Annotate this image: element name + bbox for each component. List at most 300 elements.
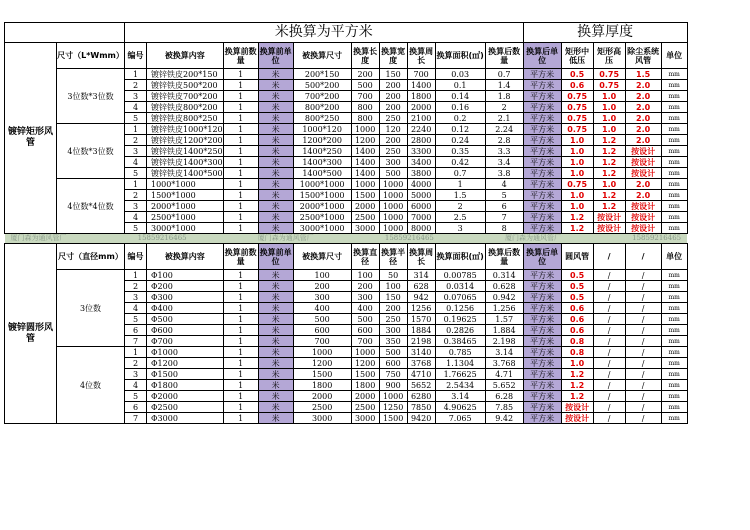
unit-after: 平方米 bbox=[523, 157, 561, 168]
qty-before: 1 bbox=[223, 380, 258, 391]
unit-before: 米 bbox=[258, 124, 293, 135]
row-number: 4 bbox=[125, 303, 147, 314]
dim-a: 3000 bbox=[351, 223, 379, 234]
thickness-1: 1.2 bbox=[561, 223, 593, 234]
unit-after: 平方米 bbox=[523, 168, 561, 179]
thickness-3: 2.0 bbox=[625, 102, 661, 113]
qty-after-header: 换算后数量 bbox=[485, 244, 523, 270]
unit: mm bbox=[661, 102, 687, 113]
perimeter: 7850 bbox=[407, 402, 435, 413]
dim-b: 200 bbox=[379, 102, 407, 113]
dim-b: 300 bbox=[379, 325, 407, 336]
thickness-3: / bbox=[625, 413, 661, 424]
thickness-3: / bbox=[625, 347, 661, 358]
dim-b: 900 bbox=[379, 380, 407, 391]
qty-after: 5 bbox=[485, 190, 523, 201]
size-after: 600 bbox=[293, 325, 351, 336]
dim-b: 300 bbox=[379, 157, 407, 168]
unit: mm bbox=[661, 325, 687, 336]
perimeter: 3300 bbox=[407, 146, 435, 157]
thickness-1: 0.5 bbox=[561, 69, 593, 80]
dim-b: 1000 bbox=[379, 190, 407, 201]
thickness-2: 1.2 bbox=[593, 190, 625, 201]
thickness-2: / bbox=[593, 413, 625, 424]
unit: mm bbox=[661, 402, 687, 413]
blank-b-header: / bbox=[625, 244, 661, 270]
dim-b: 200 bbox=[379, 135, 407, 146]
row-number: 2 bbox=[125, 358, 147, 369]
qty-before: 1 bbox=[223, 80, 258, 91]
thickness-1: 0.6 bbox=[561, 80, 593, 91]
qty-before: 1 bbox=[223, 358, 258, 369]
qty-after: 0.628 bbox=[485, 281, 523, 292]
dim-a: 400 bbox=[351, 303, 379, 314]
converted-item: 1000*1000 bbox=[147, 179, 224, 190]
converted-item: Φ600 bbox=[147, 325, 224, 336]
qty-before: 1 bbox=[223, 223, 258, 234]
row-number: 6 bbox=[125, 402, 147, 413]
unit: mm bbox=[661, 80, 687, 91]
perimeter: 3400 bbox=[407, 157, 435, 168]
area: 0.03 bbox=[435, 69, 485, 80]
thickness-1: 0.6 bbox=[561, 314, 593, 325]
unit: mm bbox=[661, 413, 687, 424]
perimeter: 2000 bbox=[407, 102, 435, 113]
converted-item: 1500*1000 bbox=[147, 190, 224, 201]
perimeter: 3800 bbox=[407, 168, 435, 179]
thickness-2: 1.0 bbox=[593, 91, 625, 102]
area: 1.76625 bbox=[435, 369, 485, 380]
perimeter: 4000 bbox=[407, 179, 435, 190]
unit-before: 米 bbox=[258, 402, 293, 413]
unit-after: 平方米 bbox=[523, 270, 561, 281]
size-after: 700 bbox=[293, 336, 351, 347]
qty-after: 9.42 bbox=[485, 413, 523, 424]
thickness-2: / bbox=[593, 358, 625, 369]
thickness-2: 1.0 bbox=[593, 179, 625, 190]
qty-before: 1 bbox=[223, 212, 258, 223]
converted-item: 镀锌铁皮1200*200 bbox=[147, 135, 224, 146]
unit-before: 米 bbox=[258, 303, 293, 314]
blank-a-header: / bbox=[593, 244, 625, 270]
qty-after: 1.256 bbox=[485, 303, 523, 314]
qty-after: 3.14 bbox=[485, 347, 523, 358]
row-number: 1 bbox=[125, 179, 147, 190]
converted-item: Φ300 bbox=[147, 292, 224, 303]
row-number: 4 bbox=[125, 380, 147, 391]
dim-a: 1400 bbox=[351, 168, 379, 179]
thickness-3: 2.0 bbox=[625, 190, 661, 201]
group-label: 4位数*3位数 bbox=[57, 124, 125, 179]
watermark-text: 15859216465 bbox=[632, 234, 682, 242]
row-number: 3 bbox=[125, 201, 147, 212]
dim-b: 150 bbox=[379, 69, 407, 80]
row-number: 6 bbox=[125, 325, 147, 336]
size-after: 500*200 bbox=[293, 80, 351, 91]
unit-before: 米 bbox=[258, 157, 293, 168]
qty-after: 1.4 bbox=[485, 80, 523, 91]
qty-after: 1.8 bbox=[485, 91, 523, 102]
size-after: 1000 bbox=[293, 347, 351, 358]
size-after: 1400*500 bbox=[293, 168, 351, 179]
unit-after: 平方米 bbox=[523, 380, 561, 391]
row-number: 1 bbox=[125, 347, 147, 358]
unit: mm bbox=[661, 212, 687, 223]
converted-item: Φ1000 bbox=[147, 347, 224, 358]
thickness-2: 1.2 bbox=[593, 201, 625, 212]
qty-after: 3.4 bbox=[485, 157, 523, 168]
dim-a: 600 bbox=[351, 325, 379, 336]
thickness-2: 0.75 bbox=[593, 80, 625, 91]
perimeter: 1570 bbox=[407, 314, 435, 325]
dim-b: 1250 bbox=[379, 402, 407, 413]
unit-after: 平方米 bbox=[523, 80, 561, 91]
unit-before: 米 bbox=[258, 69, 293, 80]
thickness-1: 0.5 bbox=[561, 281, 593, 292]
number-header: 编号 bbox=[125, 244, 147, 270]
thickness-2: 1.2 bbox=[593, 157, 625, 168]
unit-header: 单位 bbox=[661, 43, 687, 69]
qty-before: 1 bbox=[223, 347, 258, 358]
table-row bbox=[5, 347, 688, 358]
qty-after: 6 bbox=[485, 201, 523, 212]
unit-after: 平方米 bbox=[523, 91, 561, 102]
unit: mm bbox=[661, 179, 687, 190]
thickness-3: 按设计 bbox=[625, 157, 661, 168]
thickness-1: 1.0 bbox=[561, 157, 593, 168]
perimeter: 6280 bbox=[407, 391, 435, 402]
dim-a: 2000 bbox=[351, 391, 379, 402]
thickness-1: 0.8 bbox=[561, 336, 593, 347]
thickness-3: / bbox=[625, 303, 661, 314]
row-number: 3 bbox=[125, 146, 147, 157]
unit-before: 米 bbox=[258, 369, 293, 380]
size-after: 1200 bbox=[293, 358, 351, 369]
watermark-text: 厦门森为通风管厂 bbox=[257, 234, 314, 242]
dim-b: 1000 bbox=[379, 391, 407, 402]
dim-b: 50 bbox=[379, 270, 407, 281]
thickness-1: 0.75 bbox=[561, 179, 593, 190]
thickness-1: 1.0 bbox=[561, 146, 593, 157]
perimeter-header: 换算周长 bbox=[407, 244, 435, 270]
dim-a: 1500 bbox=[351, 369, 379, 380]
dim-a: 300 bbox=[351, 292, 379, 303]
unit-before: 米 bbox=[258, 358, 293, 369]
unit-after: 平方米 bbox=[523, 292, 561, 303]
unit-after: 平方米 bbox=[523, 402, 561, 413]
row-number: 5 bbox=[125, 113, 147, 124]
thickness-1: 按设计 bbox=[561, 402, 593, 413]
size-after: 2000*1000 bbox=[293, 201, 351, 212]
converted-item: Φ400 bbox=[147, 303, 224, 314]
thickness-3: 2.0 bbox=[625, 124, 661, 135]
row-number: 7 bbox=[125, 336, 147, 347]
size-after: 200 bbox=[293, 281, 351, 292]
qty-after: 4.71 bbox=[485, 369, 523, 380]
row-number: 2 bbox=[125, 80, 147, 91]
area: 0.24 bbox=[435, 135, 485, 146]
qty-after: 6.28 bbox=[485, 391, 523, 402]
converted-item: Φ3000 bbox=[147, 413, 224, 424]
perimeter: 9420 bbox=[407, 413, 435, 424]
watermark-text: 15859216465 bbox=[384, 234, 434, 242]
thickness-1: 0.6 bbox=[561, 325, 593, 336]
thickness-2: 按设计 bbox=[593, 223, 625, 234]
unit-before: 米 bbox=[258, 201, 293, 212]
qty-before: 1 bbox=[223, 292, 258, 303]
perimeter: 942 bbox=[407, 292, 435, 303]
unit-before: 米 bbox=[258, 223, 293, 234]
converted-item: Φ2000 bbox=[147, 391, 224, 402]
dim-b: 250 bbox=[379, 113, 407, 124]
unit-after: 平方米 bbox=[523, 314, 561, 325]
converted-item: 镀锌铁皮500*200 bbox=[147, 80, 224, 91]
thickness-2: 1.0 bbox=[593, 102, 625, 113]
thickness-3: 2.0 bbox=[625, 80, 661, 91]
perimeter: 8000 bbox=[407, 223, 435, 234]
converted-item: Φ2500 bbox=[147, 402, 224, 413]
area: 0.00785 bbox=[435, 270, 485, 281]
thickness-3: / bbox=[625, 270, 661, 281]
area: 0.38465 bbox=[435, 336, 485, 347]
qty-after: 2.24 bbox=[485, 124, 523, 135]
area-header: 换算面积(㎡) bbox=[435, 43, 485, 69]
unit-after: 平方米 bbox=[523, 179, 561, 190]
unit-after: 平方米 bbox=[523, 113, 561, 124]
qty-before: 1 bbox=[223, 113, 258, 124]
thickness-1: 1.0 bbox=[561, 135, 593, 146]
dim-b: 200 bbox=[379, 91, 407, 102]
thickness-1: 0.5 bbox=[561, 270, 593, 281]
area: 3 bbox=[435, 223, 485, 234]
size-after: 700*200 bbox=[293, 91, 351, 102]
row-number: 3 bbox=[125, 369, 147, 380]
unit: mm bbox=[661, 303, 687, 314]
area: 0.7 bbox=[435, 168, 485, 179]
watermark-text: 15859216465 bbox=[137, 234, 187, 242]
size-after: 800*250 bbox=[293, 113, 351, 124]
qty-after-header: 换算后数量 bbox=[485, 43, 523, 69]
row-number: 7 bbox=[125, 413, 147, 424]
qty-after: 0.7 bbox=[485, 69, 523, 80]
dim-a: 2000 bbox=[351, 201, 379, 212]
dim-a: 100 bbox=[351, 270, 379, 281]
table-row bbox=[5, 270, 688, 281]
thickness-1: 1.0 bbox=[561, 168, 593, 179]
unit-after: 平方米 bbox=[523, 347, 561, 358]
unit: mm bbox=[661, 369, 687, 380]
qty-after: 2 bbox=[485, 102, 523, 113]
unit: mm bbox=[661, 201, 687, 212]
dim-b: 200 bbox=[379, 80, 407, 91]
row-number: 5 bbox=[125, 391, 147, 402]
thickness-3: / bbox=[625, 336, 661, 347]
dim-a: 1000 bbox=[351, 347, 379, 358]
thickness-3: 2.0 bbox=[625, 135, 661, 146]
area: 1.1304 bbox=[435, 358, 485, 369]
dim-a: 1000 bbox=[351, 124, 379, 135]
dim-b: 250 bbox=[379, 146, 407, 157]
perimeter: 1400 bbox=[407, 80, 435, 91]
qty-before: 1 bbox=[223, 201, 258, 212]
thickness-2: / bbox=[593, 336, 625, 347]
size-header: 尺寸（L*Wmm） bbox=[57, 43, 125, 69]
thickness-3: / bbox=[625, 402, 661, 413]
thickness-3: / bbox=[625, 325, 661, 336]
dim-a: 200 bbox=[351, 281, 379, 292]
qty-after: 3.3 bbox=[485, 146, 523, 157]
thickness-1: 按设计 bbox=[561, 413, 593, 424]
size-after: 400 bbox=[293, 303, 351, 314]
converted-item: 镀锌铁皮700*200 bbox=[147, 91, 224, 102]
size-after: 3000 bbox=[293, 413, 351, 424]
area: 4.90625 bbox=[435, 402, 485, 413]
area: 0.1 bbox=[435, 80, 485, 91]
area: 0.07065 bbox=[435, 292, 485, 303]
dim-b: 350 bbox=[379, 336, 407, 347]
dim-b: 1000 bbox=[379, 223, 407, 234]
converted-item: 2500*1000 bbox=[147, 212, 224, 223]
row-number: 5 bbox=[125, 223, 147, 234]
unit-after: 平方米 bbox=[523, 102, 561, 113]
thickness-1: 0.5 bbox=[561, 292, 593, 303]
dim-a: 1000 bbox=[351, 179, 379, 190]
area: 3.14 bbox=[435, 391, 485, 402]
row-number: 1 bbox=[125, 124, 147, 135]
unit: mm bbox=[661, 146, 687, 157]
thickness-1: 1.2 bbox=[561, 391, 593, 402]
converted-item: 2000*1000 bbox=[147, 201, 224, 212]
qty-after: 2.1 bbox=[485, 113, 523, 124]
qty-after: 4 bbox=[485, 179, 523, 190]
dim-a: 1400 bbox=[351, 146, 379, 157]
unit-before: 米 bbox=[258, 347, 293, 358]
table-row bbox=[5, 69, 688, 80]
converted-item: 镀锌铁皮1400*300 bbox=[147, 157, 224, 168]
unit-before: 米 bbox=[258, 380, 293, 391]
dim-a: 1200 bbox=[351, 135, 379, 146]
unit-before-header: 换算前单位 bbox=[258, 43, 293, 69]
unit-before: 米 bbox=[258, 314, 293, 325]
unit-before: 米 bbox=[258, 325, 293, 336]
thickness-2: / bbox=[593, 325, 625, 336]
converted-item: Φ100 bbox=[147, 270, 224, 281]
thickness-1: 1.2 bbox=[561, 212, 593, 223]
size-after: 1500*1000 bbox=[293, 190, 351, 201]
unit: mm bbox=[661, 113, 687, 124]
unit-after: 平方米 bbox=[523, 190, 561, 201]
unit-before: 米 bbox=[258, 292, 293, 303]
dim-b: 1500 bbox=[379, 413, 407, 424]
perimeter: 628 bbox=[407, 281, 435, 292]
thickness-2: 1.2 bbox=[593, 135, 625, 146]
qty-after: 0.942 bbox=[485, 292, 523, 303]
perimeter: 2198 bbox=[407, 336, 435, 347]
thickness-2: / bbox=[593, 314, 625, 325]
area: 0.12 bbox=[435, 124, 485, 135]
qty-after: 3.8 bbox=[485, 168, 523, 179]
dim-a: 2500 bbox=[351, 402, 379, 413]
unit-after: 平方米 bbox=[523, 124, 561, 135]
unit-after: 平方米 bbox=[523, 135, 561, 146]
unit: mm bbox=[661, 190, 687, 201]
length-header: 换算长度 bbox=[351, 43, 379, 69]
perimeter: 4710 bbox=[407, 369, 435, 380]
row-number: 3 bbox=[125, 91, 147, 102]
unit-before: 米 bbox=[258, 91, 293, 102]
qty-after: 1.57 bbox=[485, 314, 523, 325]
unit: mm bbox=[661, 314, 687, 325]
thickness-2: / bbox=[593, 391, 625, 402]
row-number: 1 bbox=[125, 270, 147, 281]
perimeter: 700 bbox=[407, 69, 435, 80]
table-row bbox=[5, 124, 688, 135]
unit: mm bbox=[661, 358, 687, 369]
thickness-3: / bbox=[625, 292, 661, 303]
perimeter: 6000 bbox=[407, 201, 435, 212]
thickness-2: / bbox=[593, 292, 625, 303]
converted-item: Φ200 bbox=[147, 281, 224, 292]
thickness-1: 0.75 bbox=[561, 124, 593, 135]
qty-before: 1 bbox=[223, 102, 258, 113]
row-number: 2 bbox=[125, 190, 147, 201]
qty-before: 1 bbox=[223, 303, 258, 314]
thickness-3: 按设计 bbox=[625, 201, 661, 212]
thickness-2: 1.2 bbox=[593, 168, 625, 179]
dim-a: 1200 bbox=[351, 358, 379, 369]
area: 0.42 bbox=[435, 157, 485, 168]
perimeter: 7000 bbox=[407, 212, 435, 223]
dim-a: 2500 bbox=[351, 212, 379, 223]
area: 0.2826 bbox=[435, 325, 485, 336]
thickness-2: / bbox=[593, 347, 625, 358]
unit: mm bbox=[661, 69, 687, 80]
thickness-2: / bbox=[593, 369, 625, 380]
thickness-2: 1.0 bbox=[593, 113, 625, 124]
unit-before-header: 换算前单位 bbox=[258, 244, 293, 270]
row-number: 4 bbox=[125, 212, 147, 223]
title-conversion: 米换算为平方米 bbox=[125, 23, 524, 43]
size-after: 2500*1000 bbox=[293, 212, 351, 223]
dim-a: 3000 bbox=[351, 413, 379, 424]
unit: mm bbox=[661, 270, 687, 281]
unit-after: 平方米 bbox=[523, 336, 561, 347]
qty-after: 1.884 bbox=[485, 325, 523, 336]
width-header: 换算宽度 bbox=[379, 43, 407, 69]
unit: mm bbox=[661, 281, 687, 292]
group-label: 4位数*4位数 bbox=[57, 179, 125, 234]
size-after: 200*150 bbox=[293, 69, 351, 80]
unit-before: 米 bbox=[258, 391, 293, 402]
size-after: 1500 bbox=[293, 369, 351, 380]
thickness-1: 0.75 bbox=[561, 91, 593, 102]
dust-removal-header: 除尘系统风管 bbox=[625, 43, 661, 69]
qty-before: 1 bbox=[223, 314, 258, 325]
size-after: 3000*1000 bbox=[293, 223, 351, 234]
group-label: 3位数 bbox=[57, 270, 125, 347]
thickness-1: 1.2 bbox=[561, 369, 593, 380]
size-after: 1000*120 bbox=[293, 124, 351, 135]
unit-after: 平方米 bbox=[523, 413, 561, 424]
unit-before: 米 bbox=[258, 146, 293, 157]
qty-before: 1 bbox=[223, 124, 258, 135]
category-round-duct: 镀锌圆形风管 bbox=[5, 244, 57, 424]
thickness-2: / bbox=[593, 281, 625, 292]
area: 2.5 bbox=[435, 212, 485, 223]
size-after-header: 被换算尺寸 bbox=[293, 43, 351, 69]
conversion-table bbox=[4, 22, 688, 424]
content-header: 被换算内容 bbox=[147, 244, 224, 270]
